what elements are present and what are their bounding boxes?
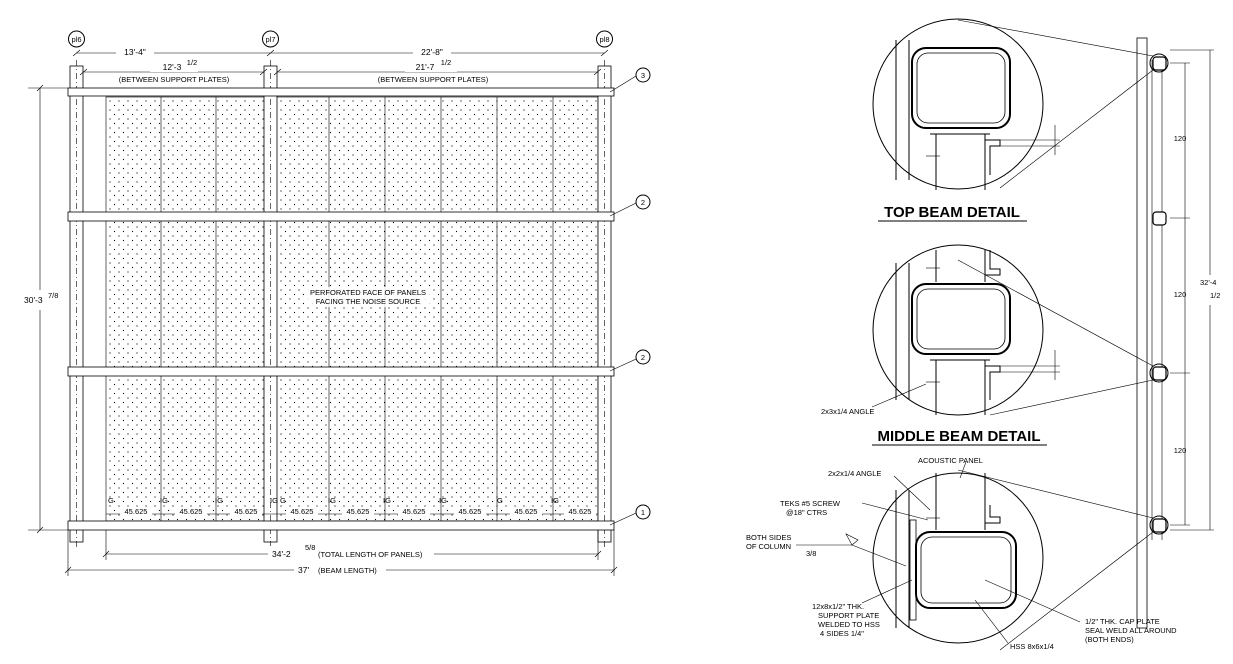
panel-field xyxy=(106,97,598,521)
column-section xyxy=(1137,38,1222,628)
weld-size: 3/8 xyxy=(806,549,817,558)
screw-label-2: @18" CTRS xyxy=(786,508,828,517)
panel-width: 45.625 xyxy=(514,507,538,516)
panel-code: IG xyxy=(160,496,168,505)
beam-tag-bottom: 1 xyxy=(640,508,646,517)
panel-width: 45.625 xyxy=(124,507,148,516)
panel-width: 45.625 xyxy=(402,507,426,516)
plate-label-3: WELDED TO HSS xyxy=(818,620,880,629)
beam-tag-mid-2: 2 xyxy=(640,353,646,362)
beam-top xyxy=(68,88,614,96)
elevation-view xyxy=(22,31,650,576)
plate-label-4: 4 SIDES 1/4" xyxy=(820,629,864,638)
beam-length-label: (BEAM LENGTH) xyxy=(318,566,377,575)
beam-middle-upper xyxy=(68,212,614,221)
panel-code: IG xyxy=(551,496,559,505)
beam-tag-mid-1: 2 xyxy=(640,198,646,207)
dim-between-2: 21'-7 xyxy=(415,62,435,72)
panel-code: IG xyxy=(215,496,223,505)
cap-label-3: (BOTH ENDS) xyxy=(1085,635,1134,644)
section-height-dim: 32'-4 xyxy=(1200,278,1217,287)
section-spacing-3: 120 xyxy=(1173,446,1187,455)
both-sides-2: OF COLUMN xyxy=(746,542,791,551)
middle-beam-title: MIDDLE BEAM DETAIL xyxy=(877,428,1041,445)
both-sides-1: BOTH SIDES xyxy=(746,533,792,542)
section-height-frac: 1/2 xyxy=(1210,291,1221,300)
bottom-dimensions xyxy=(65,530,617,576)
panel-width: 45.625 xyxy=(234,507,258,516)
beam-tag-top: 3 xyxy=(640,71,646,80)
height-dim: 30'-3 xyxy=(24,295,43,305)
beam-tags xyxy=(610,68,650,525)
panel-width: 45.625 xyxy=(179,507,203,516)
between-label-2: (BETWEEN SUPPORT PLATES) xyxy=(377,75,489,84)
panel-code: G xyxy=(280,496,286,505)
plate-label-2: SUPPORT PLATE xyxy=(818,611,880,620)
plate-label-1: 12x8x1/2" THK. xyxy=(812,602,865,611)
total-panels-frac: 5/8 xyxy=(305,543,316,552)
panel-note-line-2: FACING THE NOISE SOURCE xyxy=(315,297,421,306)
beam-bottom xyxy=(68,521,614,530)
bottom-beam-detail xyxy=(873,473,1043,643)
height-frac: 7/8 xyxy=(48,291,59,300)
top-beam-detail xyxy=(873,19,1060,190)
top-dimensions xyxy=(73,47,608,84)
dim-between-1-frac: 1/2 xyxy=(186,58,198,67)
section-spacing-1: 120 xyxy=(1173,134,1187,143)
between-label-1: (BETWEEN SUPPORT PLATES) xyxy=(118,75,230,84)
middle-beam-detail xyxy=(873,245,1060,415)
column-tag-2: pl7 xyxy=(265,35,276,44)
panel-width: 45.625 xyxy=(568,507,592,516)
hss-label: HSS 8x6x1/4 xyxy=(1010,642,1054,651)
panel-code: IG xyxy=(383,496,391,505)
column-tag-1: pl6 xyxy=(71,35,82,44)
panel-code: IG xyxy=(328,496,336,505)
dim-between-1: 12'-3 xyxy=(162,62,182,72)
column-tag-3: pl8 xyxy=(599,35,610,44)
beam-length-dim: 37' xyxy=(298,565,310,575)
panel-code: IG xyxy=(270,496,278,505)
total-panels-dim: 34'-2 xyxy=(272,549,291,559)
section-dims xyxy=(1170,50,1222,530)
dim-between-2-frac: 1/2 xyxy=(440,58,452,67)
section-spacing-2: 120 xyxy=(1173,290,1187,299)
dim-col-span-1: 13'-4" xyxy=(124,47,146,57)
beam-middle-lower xyxy=(68,367,614,376)
column-tags xyxy=(69,31,613,47)
total-panels-label: (TOTAL LENGTH OF PANELS) xyxy=(318,550,423,559)
dim-col-span-2: 22'-8" xyxy=(421,47,443,57)
panel-width-dimensions xyxy=(106,507,598,516)
screw-label-1: TEKS #5 SCREW xyxy=(780,499,841,508)
acoustic-panel-label: ACOUSTIC PANEL xyxy=(918,456,983,465)
section-column xyxy=(1137,38,1147,628)
panel-width: 45.625 xyxy=(290,507,314,516)
angle-2x2-label: 2x2x1/4 ANGLE xyxy=(828,469,882,478)
panel-width: 45.625 xyxy=(346,507,370,516)
cap-label-2: SEAL WELD ALL AROUND xyxy=(1085,626,1177,635)
height-dimension xyxy=(22,85,68,533)
panel-code: G xyxy=(497,496,503,505)
top-beam-title: TOP BEAM DETAIL xyxy=(884,204,1020,221)
panel-width: 45.625 xyxy=(458,507,482,516)
section-beams xyxy=(1150,54,1168,534)
cap-label-1: 1/2" THK. CAP PLATE xyxy=(1085,617,1160,626)
panel-code: IG xyxy=(439,496,447,505)
panel-code: G xyxy=(108,496,114,505)
angle-label: 2x3x1/4 ANGLE xyxy=(821,407,875,416)
panel-note-line-1: PERFORATED FACE OF PANELS xyxy=(310,288,426,297)
